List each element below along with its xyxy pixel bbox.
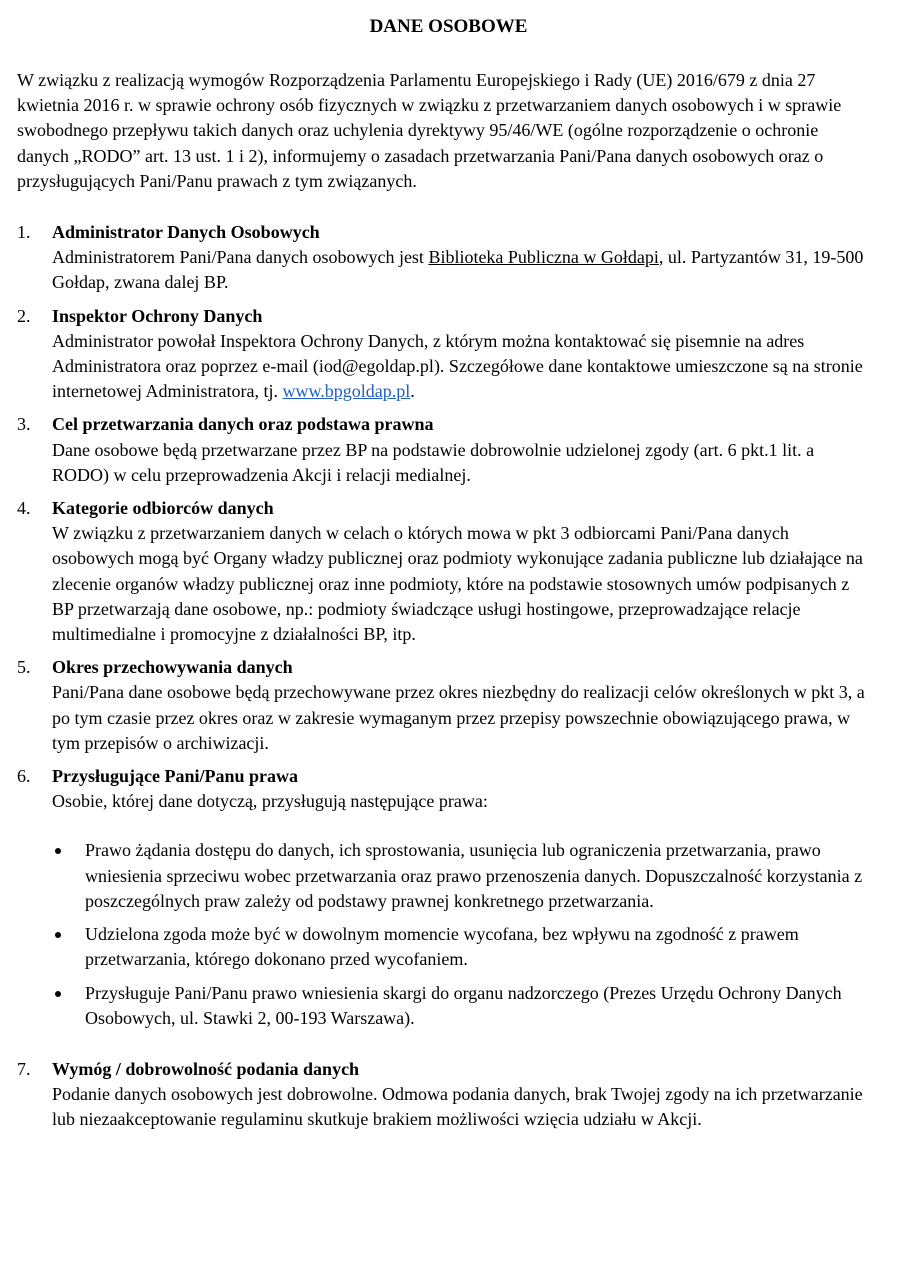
section-heading: Administrator Danych Osobowych [52,222,320,243]
list-item-text: Przysługuje Pani/Panu prawo wniesienia skargi do organu nadzorczego (Prezes Urzędu Ochrony Danych Osobowych, ul. Stawki 2, 00-193 Warszawa). [85,982,842,1028]
section-text: . [410,381,415,402]
section-heading: Cel przetwarzania danych oraz podstawa prawna [52,414,434,435]
section-heading: Przysługujące Pani/Panu prawa [52,766,298,787]
section-text: Administratorem Pani/Pana danych osobowych jest [52,247,429,268]
intro-paragraph: W związku z realizacją wymogów Rozporządzenia Parlamentu Europejskiego i Rady (UE) 2016/679 z dnia 27 kwietnia 2016 r. w sprawie ochrony osób fizycznych w związku z przetwarzaniem danych osobowych i w sprawie swobodnego przepływu takich danych oraz uchylenia dyrektywy 95/46/WE (ogólne rozporządzenie o ochronie danych „RODO” art. 13 ust. 1 i 2), informujemy o zasadach przetwarzania Pani/Pana danych osobowych oraz o przysługujących Pani/Panu prawach z tym związanych. [17,70,842,191]
list-item-text: Prawo żądania dostępu do danych, ich sprostowania, usunięcia lub ograniczenia przetwarzania, prawo wniesienia sprzeciwu wobec przetwarzania oraz prawo przenoszenia danych. Dopuszczalność korzystania z poszczególnych praw zależy od podstawy prawnej konkretnego przetwarzania. [85,840,863,911]
section-heading: Kategorie odbiorców danych [52,498,274,519]
list-item [52,981,870,1031]
section-number: 3. [17,414,31,435]
bullet-icon [55,991,61,997]
list-item [52,922,870,972]
section-text: W związku z przetwarzaniem danych w celach o których mowa w pkt 3 odbiorcami Pani/Pana danych osobowych mogą być Organy władzy publicznej oraz podmioty wykonujące zadania publiczne lub działające na zlecenie organów władzy publicznej oraz inne podmioty, które na podstawie stosownych umów podpisanych z BP przetwarzają dane osobowe, np.: podmioty świadczące usługi hostingowe, przeprowadzające relacje multimedialne i promocyjne z działalności BP, itp. [52,523,863,645]
section-text: Podanie danych osobowych jest dobrowolne. Odmowa podania danych, brak Twojej zgody na ich przetwarzanie lub niezaakceptowanie regulaminu skutkuje brakiem możliwości wzięcia udziału w Akcji. [52,1084,863,1130]
section-heading: Wymóg / dobrowolność podania danych [52,1058,360,1079]
section-text: Administrator powołał Inspektora Ochrony Danych, z którym można kontaktować się pisemnie na adres Administratora oraz poprzez e-mail (iod@egoldap.pl). Szczegółowe dane kontaktowe umieszczone są na stronie internetowej Administratora, tj. [52,330,863,402]
section-heading: Inspektor Ochrony Danych [52,305,263,326]
section-6 [17,764,870,1039]
website-link[interactable]: www.bpgoldap.pl [282,381,411,402]
section-1 [17,220,870,296]
rights-list [52,838,870,1030]
section-text: Dane osobowe będą przetwarzane przez BP na podstawie dobrowolnie udzielonej zgody (art. 6 pkt.1 lit. a RODO) w celu przeprowadzenia Akcji i relacji medialnej. [52,439,815,485]
bullet-icon [55,848,61,854]
bullet-icon [55,932,61,938]
section-7 [17,1057,870,1133]
section-text: Pani/Pana dane osobowe będą przechowywane przez okres niezbędny do realizacji celów określonych w pkt 3, a po tym czasie przez okres oraz w zakresie wymaganym przez przepisy powszechnie obowiązującego prawa, w tym przepisów o archiwizacji. [52,682,865,753]
section-number: 1. [17,222,31,243]
section-number: 5. [17,657,31,678]
document-title: DANE OSOBOWE [369,16,528,37]
list-item [52,838,870,914]
section-number: 7. [17,1058,31,1079]
section-number: 4. [17,498,31,519]
section-heading: Okres przechowywania danych [52,657,293,678]
section-4 [17,496,870,647]
section-3 [17,412,870,488]
administrator-name: Biblioteka Publiczna w Gołdapi [428,247,659,268]
section-text: Osobie, której dane dotyczą, przysługują następujące prawa: [52,791,488,812]
section-2 [17,304,870,405]
list-item-text: Udzielona zgoda może być w dowolnym momencie wycofana, bez wpływu na zgodność z prawem przetwarzania, którego dokonano przed wycofaniem. [85,924,799,970]
section-5 [17,655,870,756]
section-number: 2. [17,305,31,326]
section-text: , ul. Partyzantów 31, 19-500 Gołdap, zwana dalej BP. [52,247,864,293]
section-number: 6. [17,766,31,787]
